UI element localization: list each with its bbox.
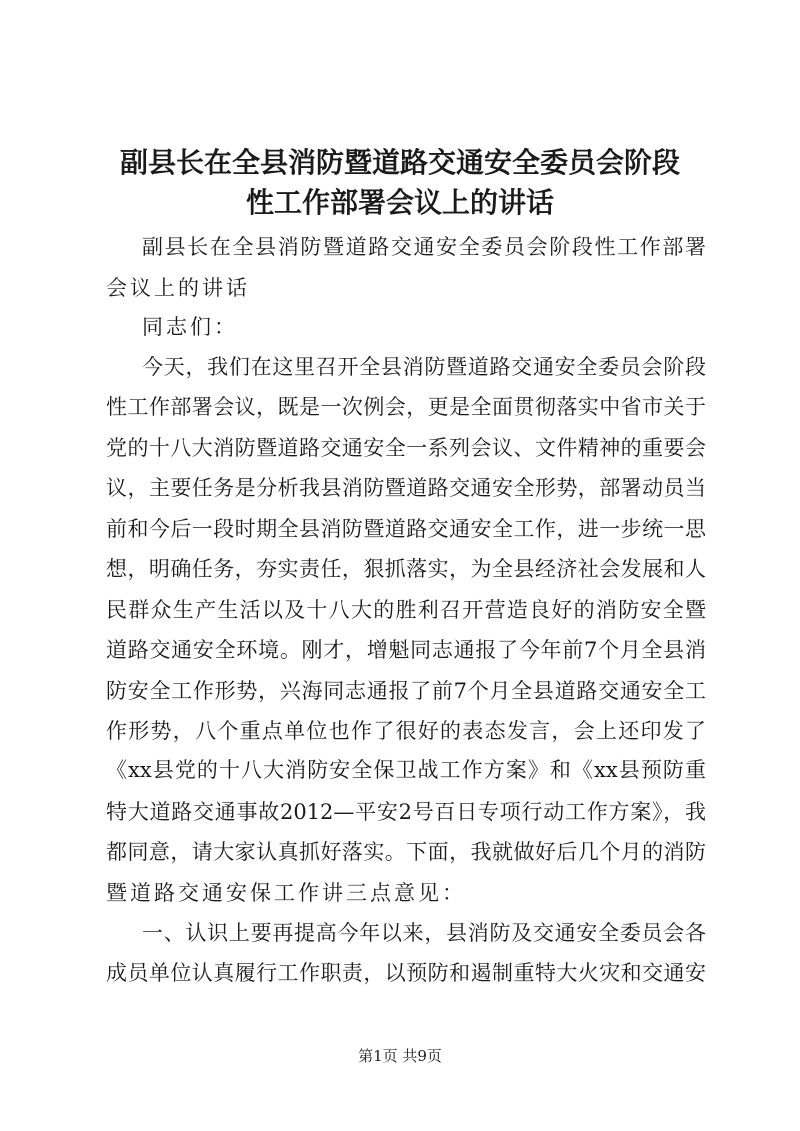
page-number: 第1页 共9页 [358,1047,442,1065]
body-line: 一、认识上要再提高今年以来，县消防及交通安全委员会各 [142,921,706,945]
body-line: 作形势，八个重点单位也作了很好的表态发言，会上还印发了 [106,719,706,743]
body-line: 议，主要任务是分析我县消防暨道路交通安全形势，部署动员当 [106,476,706,500]
body-line: 会议上的讲话 [106,276,250,300]
body-line: 党的十八大消防暨道路交通安全一系列会议、文件精神的重要会 [106,436,706,460]
body-line: 副县长在全县消防暨道路交通安全委员会阶段性工作部署 [142,235,706,259]
salutation: 同志们： [142,315,238,339]
body-line: 前和今后一段时期全县消防暨道路交通安全工作，进一步统一思 [106,517,706,541]
body-line: 民群众生产生活以及十八大的胜利召开营造良好的消防安全暨 [106,598,706,622]
body-line: 性工作部署会议，既是一次例会，更是全面贯彻落实中省市关于 [106,395,706,419]
title-line-1: 副县长在全县消防暨道路交通安全委员会阶段 [119,146,680,179]
body-line: 特大道路交通事故2012—平安2号百日专项行动工作方案》，我 [106,800,706,824]
body-line: 都同意，请大家认真抓好落实。下面，我就做好后几个月的消防 [106,840,706,864]
body-line: 《xx县党的十八大消防安全保卫战工作方案》和《xx县预防重 [106,758,706,782]
body-line: 暨道路交通安保工作讲三点意见： [106,881,466,905]
body-line: 防安全工作形势，兴海同志通报了前7个月全县道路交通安全工 [106,679,706,703]
body-line: 今天，我们在这里召开全县消防暨道路交通安全委员会阶段 [142,355,706,379]
body-line: 道路交通安全环境。刚才，增魁同志通报了今年前7个月全县消 [106,638,706,662]
body-line: 想，明确任务，夯实责任，狠抓落实，为全县经济社会发展和人 [106,557,706,581]
title-line-2: 性工作部署会议上的讲话 [245,186,554,219]
body-line: 成员单位认真履行工作职责，以预防和遏制重特大火灾和交通安 [106,961,706,985]
